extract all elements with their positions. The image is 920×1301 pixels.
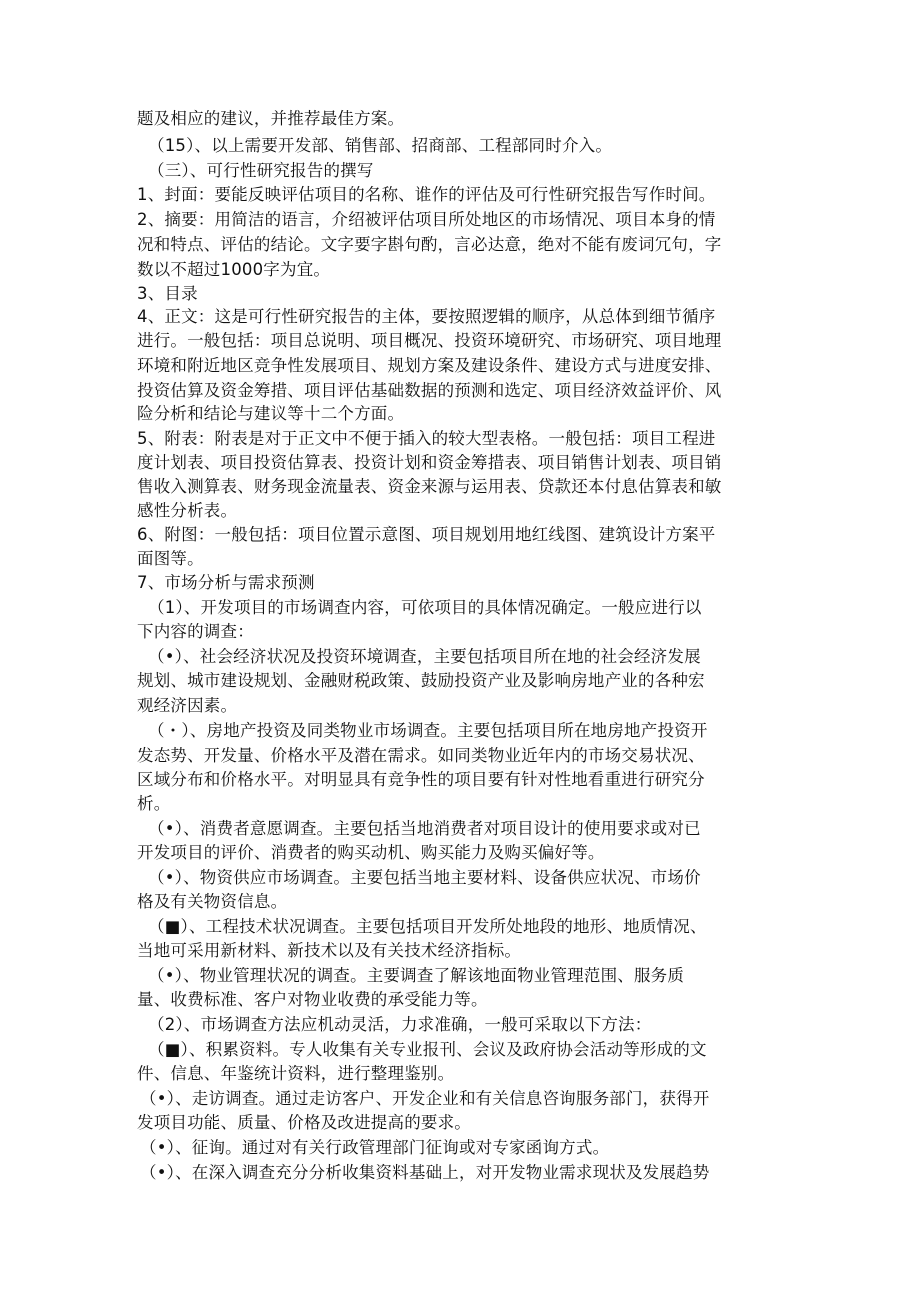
text-line: 2、摘要：用简洁的语言，介绍被评估项目所处地区的市场情况、项目本身的情 xyxy=(137,210,716,229)
text-line: （■）、工程技术状况调查。主要包括项目开发所处地段的地形、地质情况、 xyxy=(148,917,707,936)
text-line: （2）、市场调查方法应机动灵活，力求准确，一般可采取以下方法： xyxy=(148,1015,652,1034)
text-line: 度计划表、项目投资估算表、投资计划和资金筹措表、项目销售计划表、项目销 xyxy=(137,453,722,472)
text-line: 进行。一般包括：项目总说明、项目概况、投资环境研究、市场研究、项目地理 xyxy=(137,331,722,350)
text-line: 区域分布和价格水平。对明显具有竞争性的项目要有针对性地看重进行研究分 xyxy=(137,770,705,789)
text-line: （•）、物资供应市场调查。主要包括当地主要材料、设备供应状况、市场价 xyxy=(148,868,701,887)
text-line: 格及有关物资信息。 xyxy=(137,892,288,911)
text-line: 观经济因素。 xyxy=(137,696,238,715)
text-line: 7、市场分析与需求预测 xyxy=(137,573,315,592)
text-line: 1、封面：要能反映评估项目的名称、谁作的评估及可行性研究报告写作时间。 xyxy=(137,185,716,204)
text-line: （1）、开发项目的市场调查内容，可依项目的具体情况确定。一般应进行以 xyxy=(148,598,702,617)
text-line: 量、收费标准、客户对物业收费的承受能力等。 xyxy=(137,990,488,1009)
text-line: （•）、征询。通过对有关行政管理部门征询或对专家函询方式。 xyxy=(140,1138,610,1157)
text-line: 开发项目的评价、消费者的购买动机、购买能力及购买偏好等。 xyxy=(137,843,605,862)
text-line: （•）、物业管理状况的调查。主要调查了解该地面物业管理范围、服务质 xyxy=(148,966,685,985)
text-line: 发态势、开发量、价格水平及潜在需求。如同类物业近年内的市场交易状况、 xyxy=(137,746,705,765)
text-line: 6、附图：一般包括：项目位置示意图、项目规划用地红线图、建筑设计方案平 xyxy=(137,525,716,544)
text-line: 3、目录 xyxy=(137,284,198,303)
text-line: 险分析和结论与建议等十二个方面。 xyxy=(137,404,405,423)
text-line: 析。 xyxy=(137,794,171,813)
text-line: 件、信息、年鉴统计资料，进行整理鉴别。 xyxy=(137,1064,455,1083)
text-line: （■）、积累资料。专人收集有关专业报刊、会议及政府协会活动等形成的文 xyxy=(148,1040,707,1059)
text-line: 环境和附近地区竞争性发展项目、规划方案及建设条件、建设方式与进度安排、 xyxy=(137,356,722,375)
text-line: （•）、社会经济状况及投资环境调查，主要包括项目所在地的社会经济发展 xyxy=(148,647,701,666)
text-line: 数以不超过1000字为宜。 xyxy=(137,260,331,279)
text-line: 下内容的调查： xyxy=(137,622,254,641)
text-line: 发项目功能、质量、价格及改进提高的要求。 xyxy=(137,1113,471,1132)
text-line: 当地可采用新材料、新技术以及有关技术经济指标。 xyxy=(137,941,522,960)
text-line: 面图等。 xyxy=(137,549,204,568)
text-line: 感性分析表。 xyxy=(137,501,238,520)
text-line: （•）、在深入调查充分分析收集资料基础上，对开发物业需求现状及发展趋势 xyxy=(140,1163,710,1182)
text-line: 况和特点、评估的结论。文字要字斟句酌，言必达意，绝对不能有废词冗句，字 xyxy=(137,235,722,254)
text-line: 投资估算及资金筹措、项目评估基础数据的预测和选定、项目经济效益评价、风 xyxy=(137,381,722,400)
text-line: （・）、房地产投资及同类物业市场调查。主要包括项目所在地房地产投资开 xyxy=(148,721,708,740)
text-line: （•）、走访调查。通过走访客户、开发企业和有关信息咨询服务部门，获得开 xyxy=(140,1089,710,1108)
text-line: 题及相应的建议，并推荐最佳方案。 xyxy=(137,109,405,128)
text-line: 5、附表：附表是对于正文中不便于插入的较大型表格。一般包括：项目工程进 xyxy=(137,429,716,448)
text-line: 规划、城市建设规划、金融财税政策、鼓励投资产业及影响房地产业的各种宏 xyxy=(137,671,705,690)
text-line: 4、正文：这是可行性研究报告的主体，要按照逻辑的顺序，从总体到细节循序 xyxy=(137,307,716,326)
text-line: （•）、消费者意愿调查。主要包括当地消费者对项目设计的使用要求或对已 xyxy=(148,819,701,838)
text-line: 售收入测算表、财务现金流量表、资金来源与运用表、贷款还本付息估算表和敏 xyxy=(137,477,722,496)
text-line: （15）、以上需要开发部、销售部、招商部、工程部同时介入。 xyxy=(148,136,613,155)
text-line: （三）、可行性研究报告的撰写 xyxy=(148,161,374,180)
